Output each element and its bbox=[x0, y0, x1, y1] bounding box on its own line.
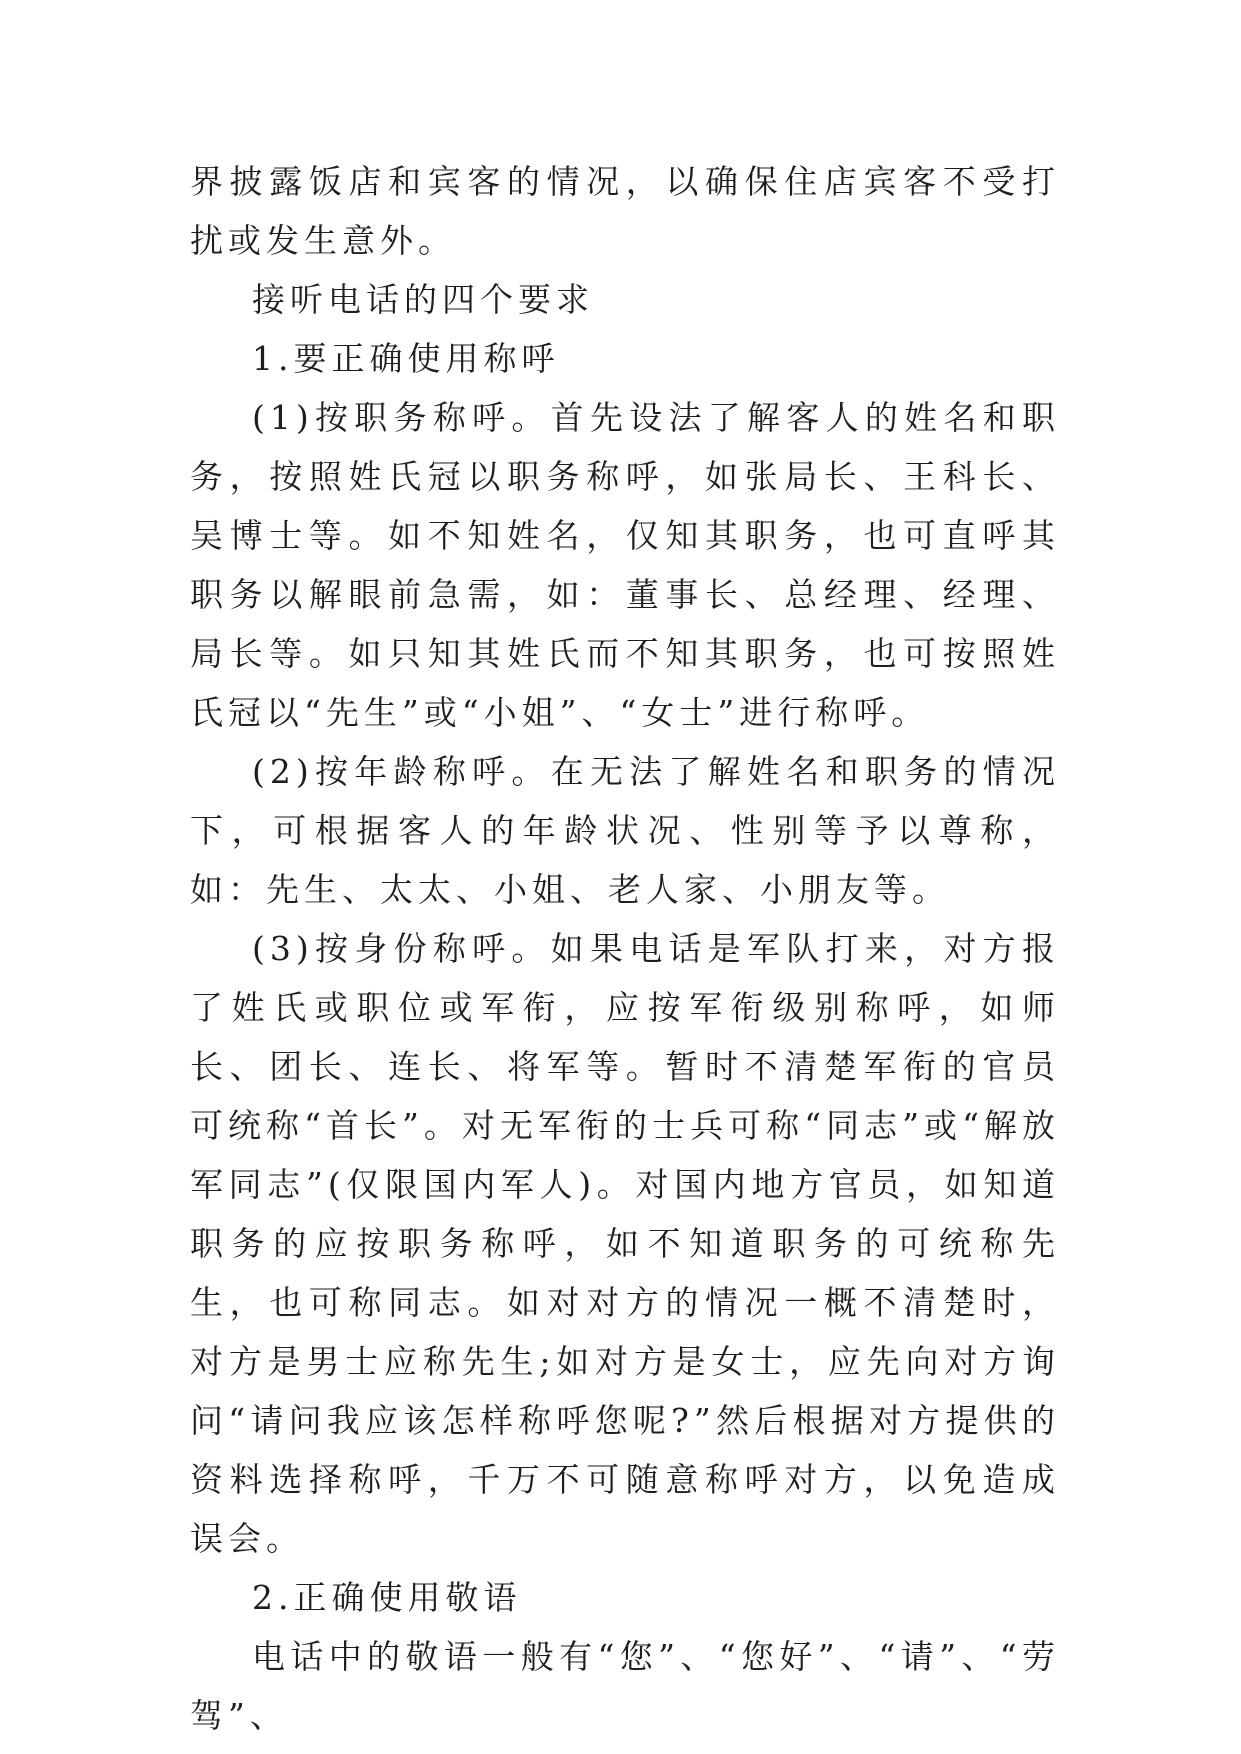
paragraph-continuation: 界披露饭店和宾客的情况，以确保住店宾客不受打扰或发生意外。 bbox=[190, 162, 1060, 260]
document-body bbox=[190, 152, 1060, 1745]
section-heading: 接听电话的四个要求 bbox=[252, 280, 594, 319]
paragraph-by-age: (2)按年龄称呼。在无法了解姓名和职务的情况下，可根据客人的年龄状况、性别等予以尊称，如：先生、太太、小姐、老人家、小朋友等。 bbox=[190, 752, 1060, 909]
paragraph-honorifics: 电话中的敬语一般有“您”、“您好”、“请”、“劳驾”、 bbox=[190, 1637, 1060, 1735]
subsection-heading-2: 2.正确使用敬语 bbox=[252, 1578, 522, 1617]
paragraph-by-identity: (3)按身份称呼。如果电话是军队打来，对方报了姓氏或职位或军衔，应按军衔级别称呼，如师长、团长、连长、将军等。暂时不清楚军衔的官员可统称“首长”。对无军衔的士兵可称“同志”或“解放军同志”(仅限国内军人)。对国内地方官员，如知道职务的应按职务称呼，如不知道职务的可统称先生，也可称同志。如对对方的情况一概不清楚时，对方是男士应称先生;如对方是女士，应先向对方询问“请问我应该怎样称呼您呢?”然后根据对方提供的资料选择称呼，千万不可随意称呼对方，以免造成误会。 bbox=[190, 929, 1060, 1558]
subsection-heading-1: 1.要正确使用称呼 bbox=[252, 339, 560, 378]
paragraph-by-position: (1)按职务称呼。首先设法了解客人的姓名和职务，按照姓氏冠以职务称呼，如张局长、王科长、吴博士等。如不知姓名，仅知其职务，也可直呼其职务以解眼前急需，如：董事长、总经理、经理、局长等。如只知其姓氏而不知其职务，也可按照姓氏冠以“先生”或“小姐”、“女士”进行称呼。 bbox=[190, 398, 1060, 732]
